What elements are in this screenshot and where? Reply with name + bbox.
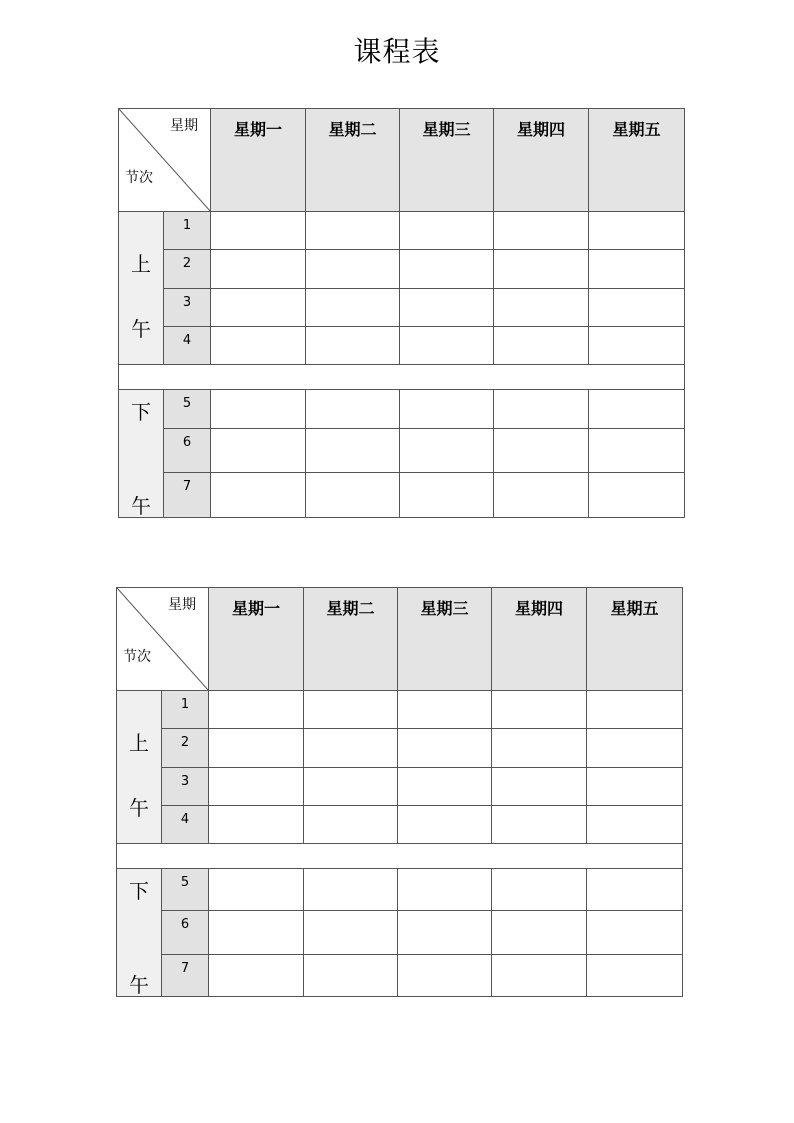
schedule-cell[interactable]	[304, 806, 398, 844]
day-header: 星期四	[492, 588, 587, 691]
period-number: 4	[162, 806, 209, 844]
corner-period-label: 节次	[125, 170, 153, 186]
schedule-cell[interactable]	[306, 473, 400, 518]
schedule-cell[interactable]	[494, 429, 589, 473]
day-header: 星期四	[494, 109, 589, 212]
day-header: 星期一	[211, 109, 306, 212]
period-number: 5	[164, 390, 211, 429]
schedule-cell[interactable]	[306, 250, 400, 289]
schedule-cell[interactable]	[589, 250, 685, 289]
schedule-cell[interactable]	[494, 289, 589, 327]
schedule-cell[interactable]	[306, 429, 400, 473]
corner-weekday-label: 星期	[170, 118, 198, 134]
schedule-cell[interactable]	[398, 955, 492, 997]
afternoon-char-2: 午	[129, 973, 149, 997]
schedule-cell[interactable]	[209, 955, 304, 997]
schedule-cell[interactable]	[304, 869, 398, 911]
morning-char-2: 午	[129, 796, 149, 820]
header-corner	[117, 588, 209, 691]
schedule-cell[interactable]	[209, 768, 304, 806]
period-number: 2	[164, 250, 211, 289]
schedule-cell[interactable]	[304, 955, 398, 997]
day-header: 星期三	[400, 109, 494, 212]
schedule-cell[interactable]	[211, 473, 306, 518]
schedule-cell[interactable]	[209, 691, 304, 729]
schedule-cell[interactable]	[398, 691, 492, 729]
schedule-cell[interactable]	[492, 911, 587, 955]
schedule-cell[interactable]	[400, 390, 494, 429]
schedule-cell[interactable]	[211, 289, 306, 327]
schedule-cell[interactable]	[587, 911, 683, 955]
timetable-1	[118, 108, 685, 518]
schedule-cell[interactable]	[211, 429, 306, 473]
period-number: 3	[164, 289, 211, 327]
afternoon-char-1: 下	[131, 400, 151, 424]
lunch-break-row	[119, 365, 685, 390]
day-header: 星期五	[587, 588, 683, 691]
schedule-cell[interactable]	[589, 429, 685, 473]
afternoon-label	[119, 390, 164, 518]
afternoon-char-2: 午	[131, 494, 151, 518]
period-number: 1	[164, 212, 211, 250]
schedule-cell[interactable]	[304, 911, 398, 955]
period-number: 5	[162, 869, 209, 911]
schedule-cell[interactable]	[304, 729, 398, 768]
period-number: 7	[164, 473, 211, 518]
schedule-cell[interactable]	[587, 768, 683, 806]
schedule-cell[interactable]	[589, 327, 685, 365]
morning-char-1: 上	[131, 252, 151, 276]
schedule-cell[interactable]	[494, 390, 589, 429]
afternoon-label	[117, 869, 162, 997]
period-number: 6	[162, 911, 209, 955]
schedule-cell[interactable]	[400, 289, 494, 327]
schedule-cell[interactable]	[400, 212, 494, 250]
schedule-cell[interactable]	[211, 250, 306, 289]
schedule-cell[interactable]	[398, 869, 492, 911]
schedule-cell[interactable]	[211, 390, 306, 429]
afternoon-char-1: 下	[129, 879, 149, 903]
schedule-cell[interactable]	[398, 806, 492, 844]
morning-label	[117, 691, 162, 844]
schedule-cell[interactable]	[589, 390, 685, 429]
schedule-cell[interactable]	[589, 212, 685, 250]
schedule-cell[interactable]	[587, 691, 683, 729]
schedule-cell[interactable]	[400, 327, 494, 365]
schedule-cell[interactable]	[492, 869, 587, 911]
schedule-cell[interactable]	[492, 806, 587, 844]
schedule-cell[interactable]	[492, 955, 587, 997]
period-number: 4	[164, 327, 211, 365]
page-title: 课程表	[353, 35, 441, 68]
period-number: 3	[162, 768, 209, 806]
day-header: 星期二	[306, 109, 400, 212]
morning-char-1: 上	[129, 731, 149, 755]
corner-weekday-label: 星期	[168, 597, 196, 613]
schedule-cell[interactable]	[209, 729, 304, 768]
schedule-cell[interactable]	[400, 473, 494, 518]
schedule-cell[interactable]	[306, 390, 400, 429]
schedule-cell[interactable]	[587, 729, 683, 768]
schedule-cell[interactable]	[306, 327, 400, 365]
schedule-cell[interactable]	[304, 691, 398, 729]
schedule-cell[interactable]	[306, 289, 400, 327]
timetable-2	[116, 587, 683, 997]
period-number: 2	[162, 729, 209, 768]
schedule-cell[interactable]	[398, 768, 492, 806]
schedule-cell[interactable]	[494, 327, 589, 365]
schedule-cell[interactable]	[398, 729, 492, 768]
day-header: 星期五	[589, 109, 685, 212]
schedule-cell[interactable]	[494, 473, 589, 518]
schedule-cell[interactable]	[306, 212, 400, 250]
schedule-cell[interactable]	[492, 729, 587, 768]
schedule-cell[interactable]	[587, 869, 683, 911]
schedule-cell[interactable]	[494, 212, 589, 250]
schedule-cell[interactable]	[587, 955, 683, 997]
schedule-cell[interactable]	[587, 806, 683, 844]
schedule-cell[interactable]	[589, 289, 685, 327]
period-number: 7	[162, 955, 209, 997]
schedule-cell[interactable]	[211, 327, 306, 365]
corner-period-label: 节次	[123, 649, 151, 665]
lunch-break-row	[117, 844, 683, 869]
schedule-cell[interactable]	[398, 911, 492, 955]
schedule-cell[interactable]	[400, 250, 494, 289]
schedule-cell[interactable]	[209, 869, 304, 911]
schedule-cell[interactable]	[400, 429, 494, 473]
schedule-cell[interactable]	[209, 911, 304, 955]
schedule-cell[interactable]	[211, 212, 306, 250]
schedule-cell[interactable]	[492, 691, 587, 729]
period-number: 1	[162, 691, 209, 729]
day-header: 星期二	[304, 588, 398, 691]
header-corner	[119, 109, 211, 212]
schedule-cell[interactable]	[209, 806, 304, 844]
schedule-cell[interactable]	[589, 473, 685, 518]
morning-label	[119, 212, 164, 365]
schedule-cell[interactable]	[304, 768, 398, 806]
day-header: 星期一	[209, 588, 304, 691]
schedule-cell[interactable]	[492, 768, 587, 806]
morning-char-2: 午	[131, 317, 151, 341]
day-header: 星期三	[398, 588, 492, 691]
period-number: 6	[164, 429, 211, 473]
schedule-cell[interactable]	[494, 250, 589, 289]
